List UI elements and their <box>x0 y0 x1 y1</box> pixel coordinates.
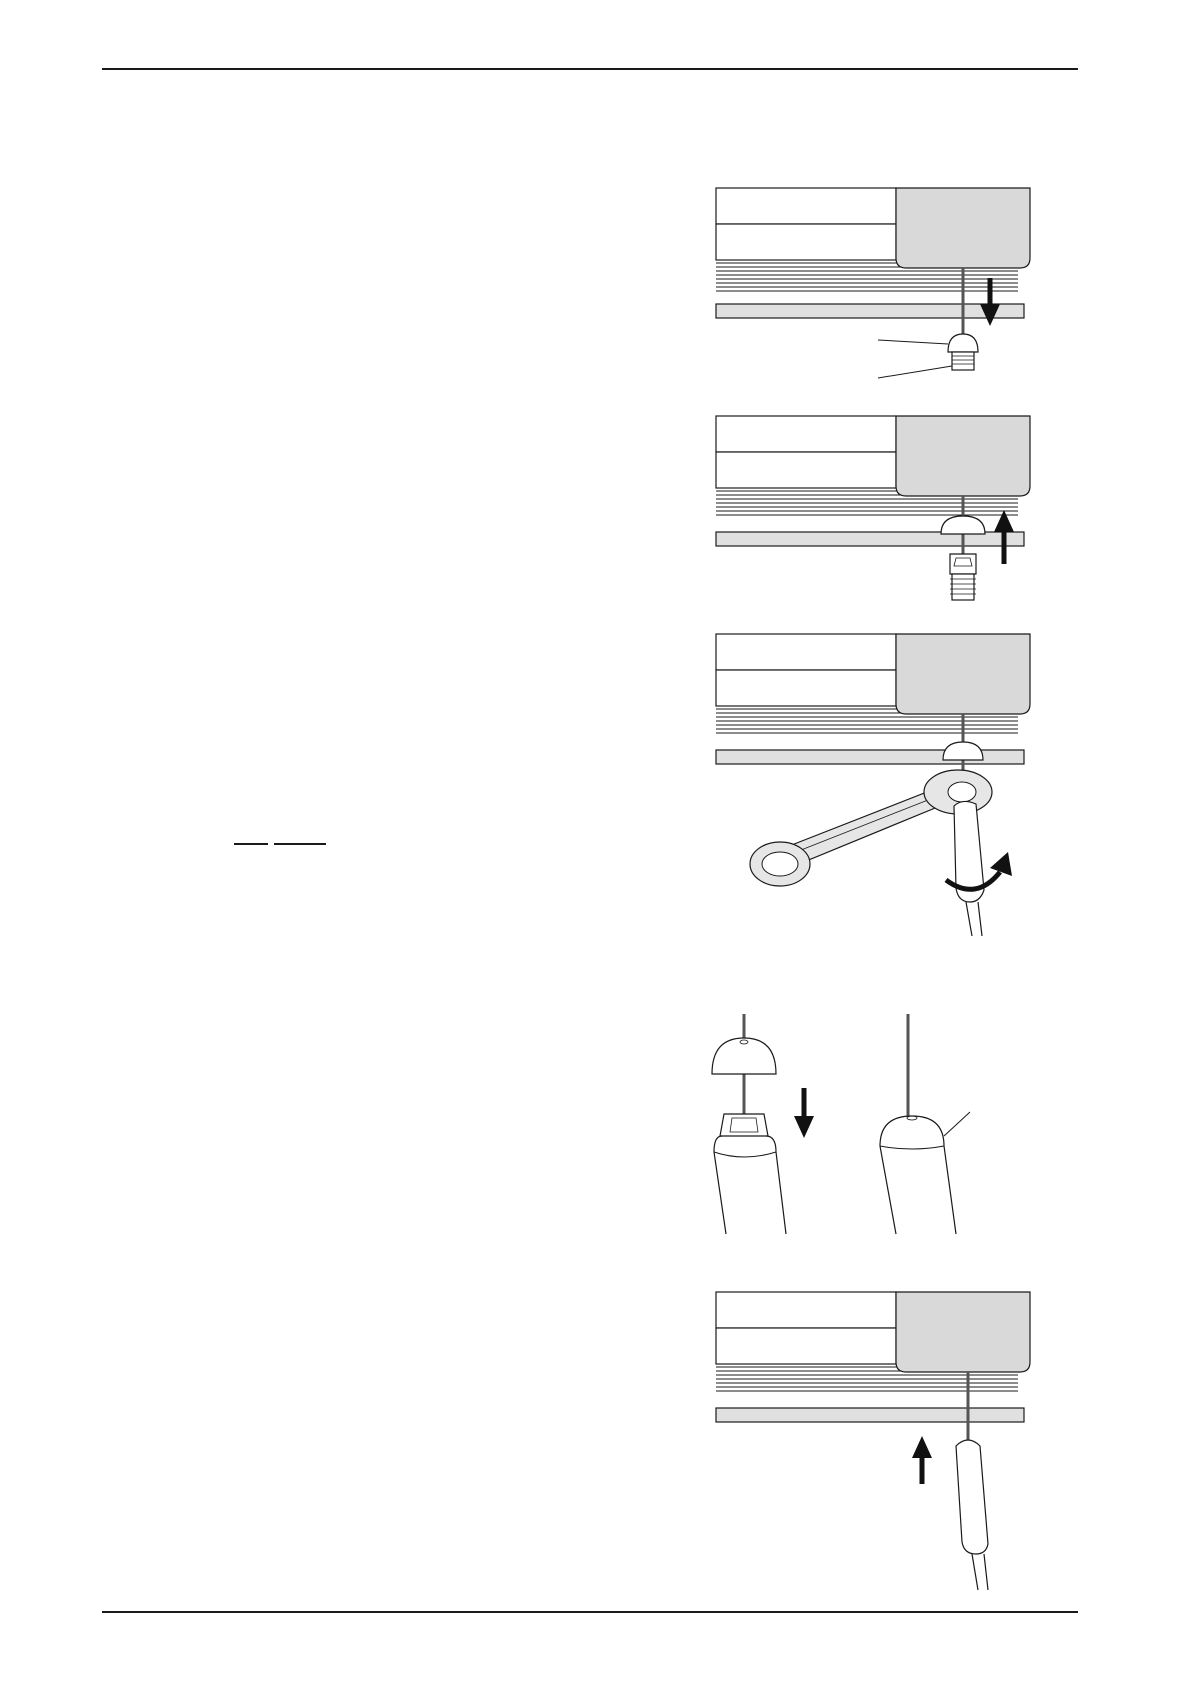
header-rule <box>102 68 1078 70</box>
blind-weight-removal-illustration <box>700 180 1040 400</box>
blind-weight-lift-illustration <box>700 408 1040 608</box>
underline-mark <box>234 843 268 845</box>
footer-rule <box>102 1611 1078 1613</box>
underline-mark <box>274 843 326 845</box>
cap-fitting-illustration <box>700 1012 1040 1242</box>
wrench-tightening-illustration <box>700 626 1040 944</box>
handle-reattach-illustration <box>700 1284 1040 1602</box>
